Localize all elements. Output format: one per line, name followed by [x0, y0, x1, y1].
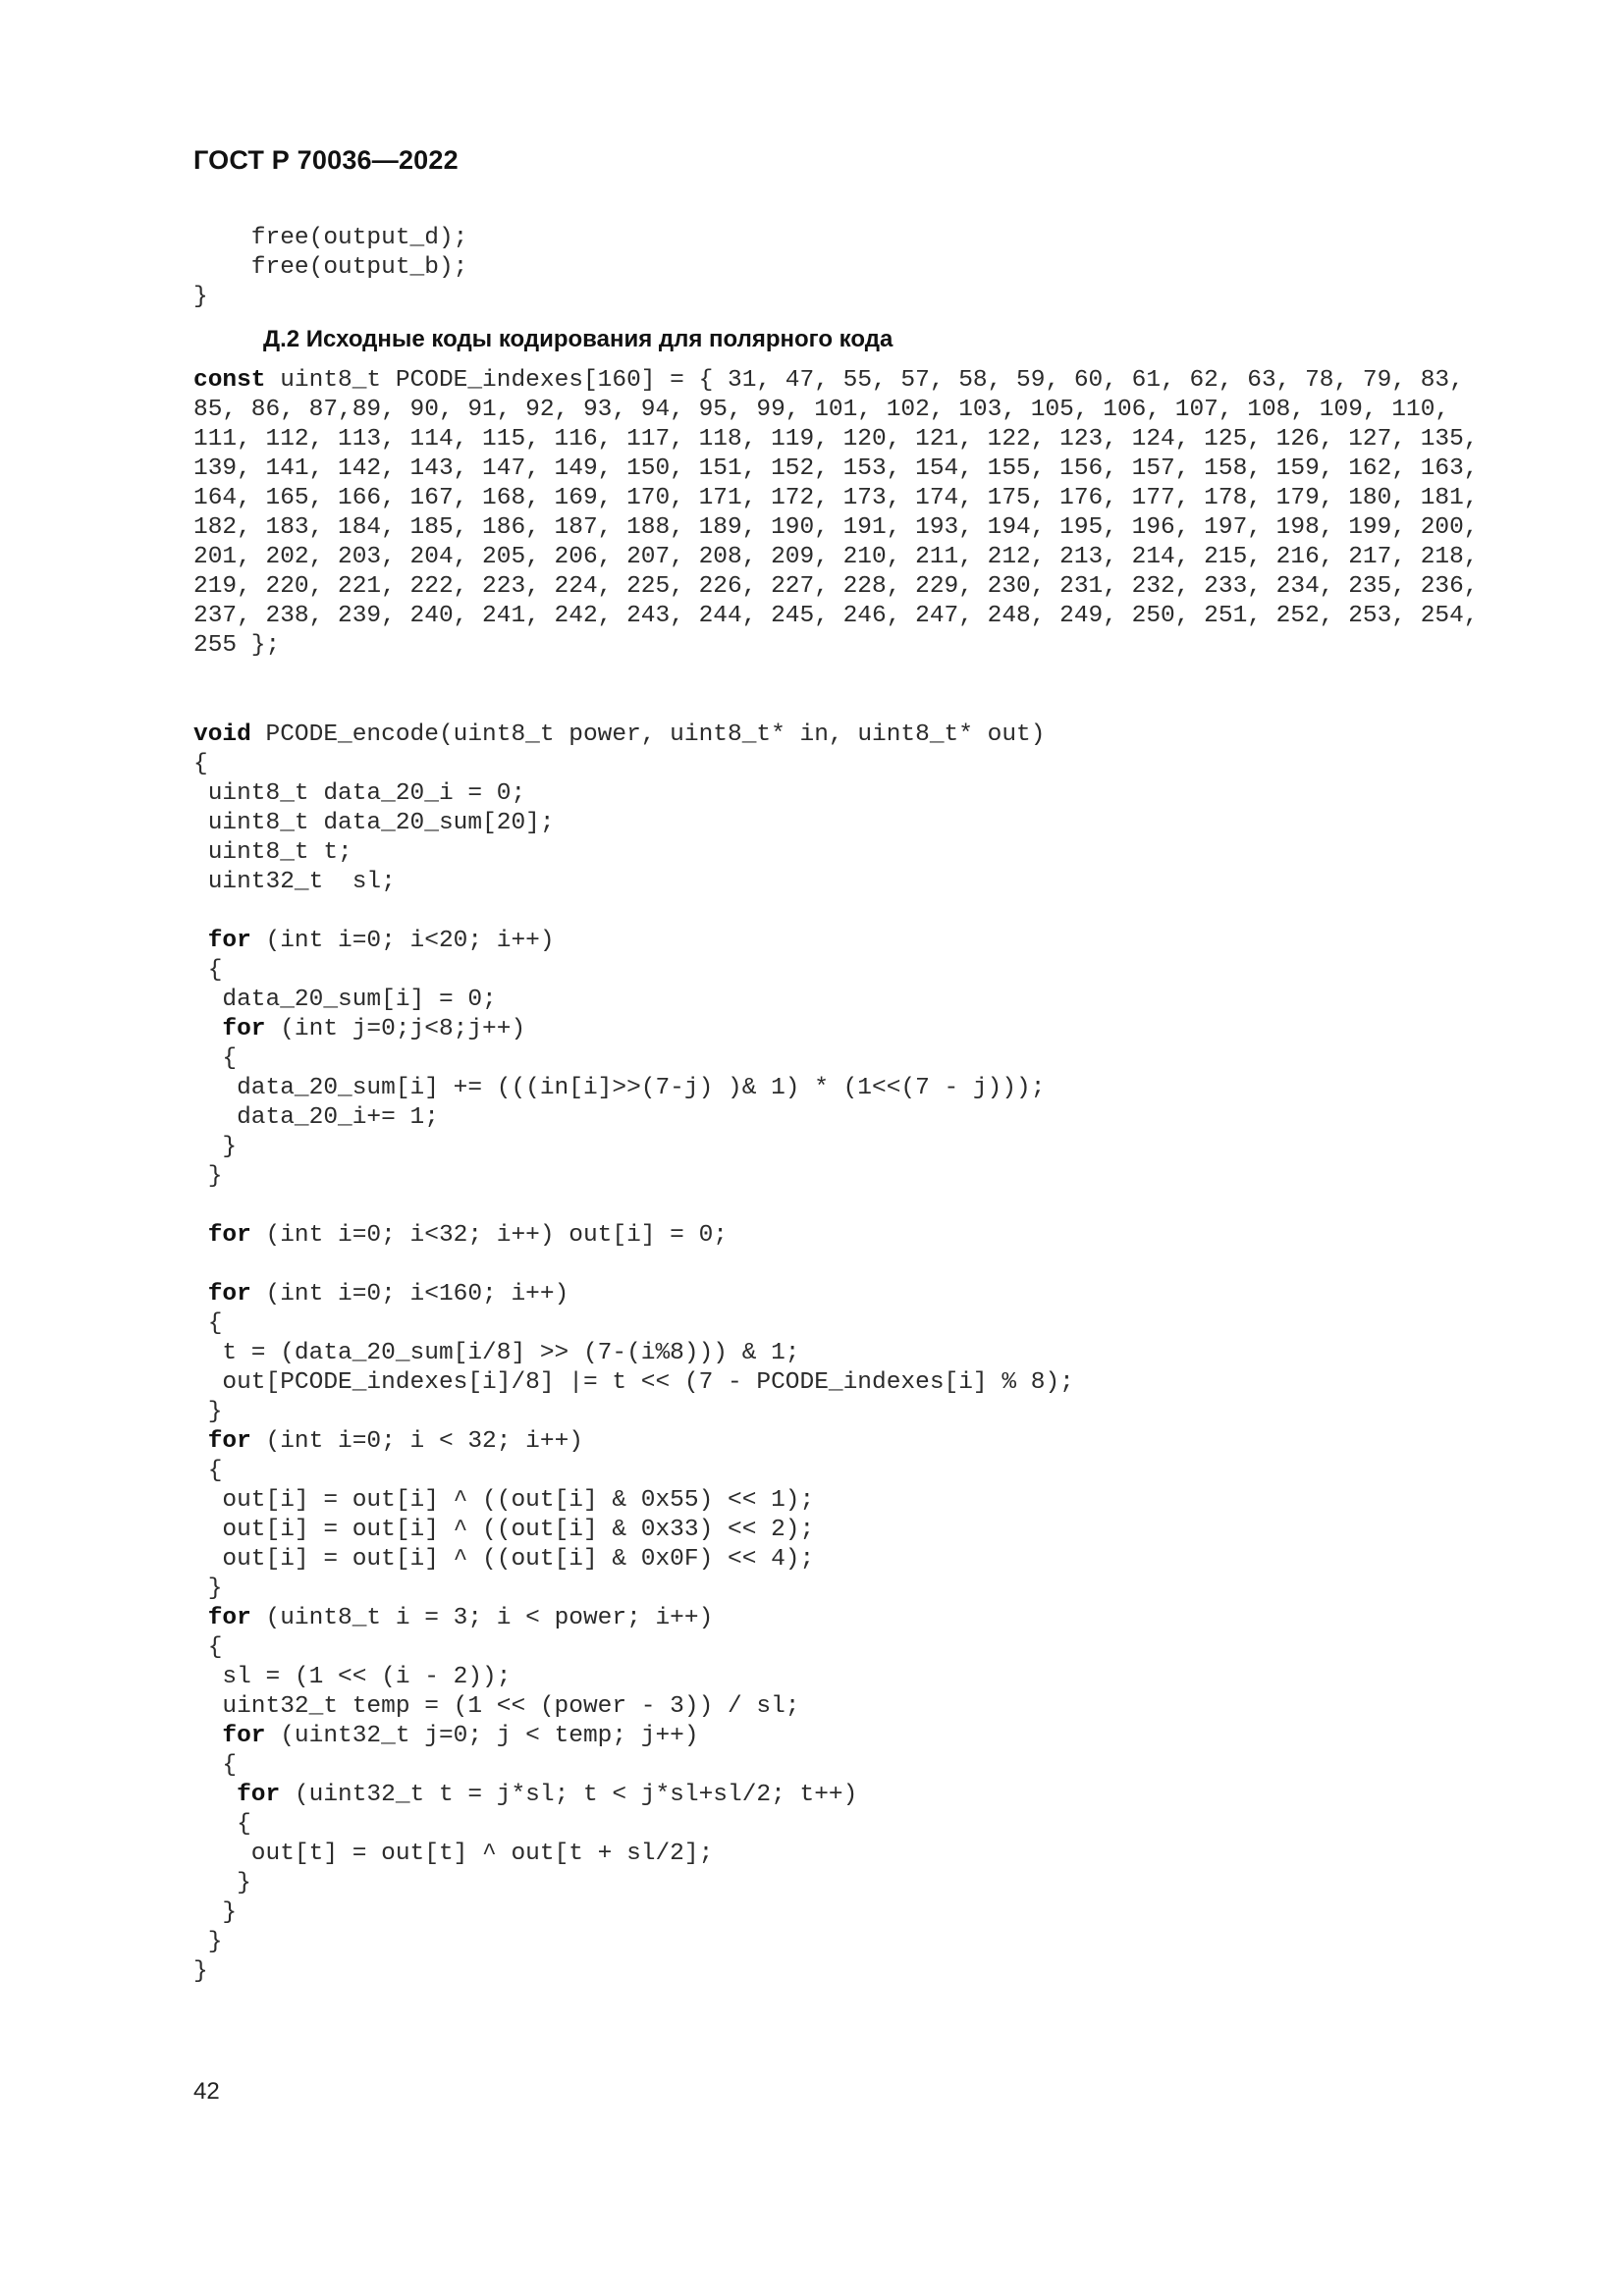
code-line — [193, 1692, 1074, 1722]
code-text: } — [193, 284, 208, 310]
code-text: 111, 112, 113, 114, 115, 116, 117, 118, 119, 120, 121, 122, 123, 124, 125, 126, 127, 135, — [193, 426, 1479, 453]
code-text: out[i] = out[i] ^ ((out[i] & 0x0F) << 4); — [193, 1546, 815, 1573]
code-keyword: for — [207, 1281, 251, 1308]
code-text: { — [193, 1310, 223, 1337]
code-text: } — [193, 1575, 223, 1602]
code-line — [193, 1869, 1074, 1898]
code-indent — [193, 1016, 222, 1042]
code-text: out[PCODE_indexes[i]/8] |= t << (7 - PCODE_indexes[i] % 8); — [193, 1369, 1074, 1396]
code-text: (uint8_t i = 3; i < power; i++) — [250, 1605, 714, 1631]
code-line — [193, 366, 1479, 396]
code-block-indexes — [193, 366, 1479, 661]
code-text: 255 }; — [193, 632, 281, 659]
code-line — [193, 1633, 1074, 1663]
code-keyword: for — [237, 1782, 281, 1808]
code-line — [193, 1898, 1074, 1928]
code-line — [193, 1280, 1074, 1309]
code-line — [193, 1722, 1074, 1751]
code-line — [193, 1221, 1074, 1251]
code-line — [193, 1516, 1074, 1545]
code-line — [193, 750, 1074, 779]
code-text: } — [193, 1929, 223, 1955]
code-keyword: for — [222, 1016, 266, 1042]
code-text: t = (data_20_sum[i/8] >> (7-(i%8))) & 1; — [193, 1340, 800, 1366]
code-keyword: void — [193, 721, 251, 748]
code-line — [193, 779, 1074, 809]
code-line — [193, 1192, 1074, 1221]
code-text: (int j=0;j<8;j++) — [265, 1016, 526, 1042]
code-text: 139, 141, 142, 143, 147, 149, 150, 151, 152, 153, 154, 155, 156, 157, 158, 159, 162, 163, — [193, 455, 1479, 482]
code-indent — [193, 1222, 208, 1249]
code-text: 85, 86, 87,89, 90, 91, 92, 93, 94, 95, 99, 101, 102, 103, 105, 106, 107, 108, 109, 110, — [193, 397, 1450, 423]
code-line — [193, 1486, 1074, 1516]
code-keyword: for — [207, 1222, 251, 1249]
code-text: out[i] = out[i] ^ ((out[i] & 0x55) << 1); — [193, 1487, 815, 1514]
code-text: 182, 183, 184, 185, 186, 187, 188, 189, 190, 191, 193, 194, 195, 196, 197, 198, 199, 200, — [193, 514, 1479, 541]
code-line — [193, 1957, 1074, 1987]
code-line — [193, 1427, 1074, 1457]
code-text: (uint32_t t = j*sl; t < j*sl+sl/2; t++) — [280, 1782, 858, 1808]
code-text: uint32_t sl; — [193, 869, 396, 895]
code-text: (uint32_t j=0; j < temp; j++) — [265, 1723, 699, 1749]
code-line — [193, 868, 1074, 897]
code-text: { — [193, 1458, 223, 1484]
code-text: out[i] = out[i] ^ ((out[i] & 0x33) << 2); — [193, 1517, 815, 1543]
code-line — [193, 1663, 1074, 1692]
code-text: } — [193, 1899, 238, 1926]
code-indent — [193, 1605, 208, 1631]
code-line — [193, 927, 1074, 956]
code-line — [193, 1810, 1074, 1840]
code-text: { — [193, 1045, 238, 1072]
code-text: data_20_i+= 1; — [193, 1104, 439, 1131]
code-line — [193, 425, 1479, 454]
code-line — [193, 1103, 1074, 1133]
code-text: 237, 238, 239, 240, 241, 242, 243, 244, 245, 246, 247, 248, 249, 250, 251, 252, 253, 254, — [193, 603, 1479, 629]
code-line — [193, 1545, 1074, 1575]
code-text: { — [193, 1634, 223, 1661]
code-line — [193, 396, 1479, 425]
code-keyword: for — [222, 1723, 266, 1749]
code-text: } — [193, 1163, 223, 1190]
code-line — [193, 1044, 1074, 1074]
code-line — [193, 1368, 1074, 1398]
code-text: { — [193, 751, 208, 777]
code-block-previous — [193, 224, 467, 312]
page-number: 42 — [193, 2078, 220, 2105]
code-text: free(output_b); — [193, 254, 468, 281]
code-line — [193, 721, 1074, 750]
code-indent — [193, 1782, 237, 1808]
code-line — [193, 513, 1479, 543]
code-text: (int i=0; i<32; i++) out[i] = 0; — [250, 1222, 728, 1249]
code-line — [193, 631, 1479, 661]
code-keyword: for — [207, 928, 251, 954]
code-text: } — [193, 1399, 223, 1425]
code-line — [193, 253, 467, 283]
code-indent — [193, 928, 208, 954]
code-line — [193, 1751, 1074, 1781]
code-line — [193, 1457, 1074, 1486]
code-line — [193, 897, 1074, 927]
code-text: } — [193, 1134, 238, 1160]
code-line — [193, 1251, 1074, 1280]
code-indent — [193, 1281, 208, 1308]
code-line — [193, 1162, 1074, 1192]
section-heading: Д.2 Исходные коды кодирования для полярного кода — [263, 326, 893, 352]
code-keyword: const — [193, 367, 266, 394]
code-line — [193, 572, 1479, 602]
code-line — [193, 1928, 1074, 1957]
code-line — [193, 1339, 1074, 1368]
code-line — [193, 224, 467, 253]
code-text: uint8_t t; — [193, 839, 352, 866]
code-keyword: for — [207, 1428, 251, 1455]
code-text: } — [193, 1958, 208, 1985]
code-line — [193, 543, 1479, 572]
code-text: uint8_t data_20_sum[20]; — [193, 810, 555, 836]
code-line — [193, 1074, 1074, 1103]
code-block-encode — [193, 721, 1074, 1987]
code-text: data_20_sum[i] += (((in[i]>>(7-j) )& 1) * (1<<(7 - j))); — [193, 1075, 1046, 1101]
code-line — [193, 986, 1074, 1015]
code-text: uint8_t data_20_i = 0; — [193, 780, 526, 807]
code-text: 219, 220, 221, 222, 223, 224, 225, 226, 227, 228, 229, 230, 231, 232, 233, 234, 235, 236, — [193, 573, 1479, 600]
code-text: (int i=0; i<160; i++) — [250, 1281, 569, 1308]
code-text: sl = (1 << (i - 2)); — [193, 1664, 512, 1690]
code-line — [193, 1575, 1074, 1604]
code-text: data_20_sum[i] = 0; — [193, 987, 497, 1013]
code-text: out[t] = out[t] ^ out[t + sl/2]; — [193, 1841, 714, 1867]
code-text: (int i=0; i < 32; i++) — [250, 1428, 583, 1455]
code-line — [193, 454, 1479, 484]
code-line — [193, 1133, 1074, 1162]
code-text: 201, 202, 203, 204, 205, 206, 207, 208, 209, 210, 211, 212, 213, 214, 215, 216, 217, 218, — [193, 544, 1479, 570]
code-line — [193, 809, 1074, 838]
code-text: uint32_t temp = (1 << (power - 3)) / sl; — [193, 1693, 800, 1720]
code-text: 164, 165, 166, 167, 168, 169, 170, 171, 172, 173, 174, 175, 176, 177, 178, 179, 180, 181, — [193, 485, 1479, 511]
code-text: { — [193, 957, 223, 984]
code-text: { — [193, 1752, 238, 1779]
code-line — [193, 838, 1074, 868]
code-line — [193, 1781, 1074, 1810]
code-line — [193, 1840, 1074, 1869]
code-text: PCODE_encode(uint8_t power, uint8_t* in, uint8_t* out) — [250, 721, 1046, 748]
code-line — [193, 484, 1479, 513]
code-indent — [193, 1428, 208, 1455]
code-text: { — [193, 1811, 251, 1838]
code-text: } — [193, 1870, 251, 1896]
code-line — [193, 956, 1074, 986]
code-text: uint8_t PCODE_indexes[160] = { 31, 47, 55, 57, 58, 59, 60, 61, 62, 63, 78, 79, 83, — [265, 367, 1464, 394]
code-line — [193, 1015, 1074, 1044]
code-text: free(output_d); — [193, 225, 468, 251]
code-line — [193, 1604, 1074, 1633]
code-keyword: for — [207, 1605, 251, 1631]
document-header: ГОСТ Р 70036—2022 — [193, 145, 459, 175]
code-line — [193, 1398, 1074, 1427]
code-line — [193, 283, 467, 312]
code-text: (int i=0; i<20; i++) — [250, 928, 555, 954]
code-line — [193, 1309, 1074, 1339]
code-line — [193, 602, 1479, 631]
code-indent — [193, 1723, 222, 1749]
